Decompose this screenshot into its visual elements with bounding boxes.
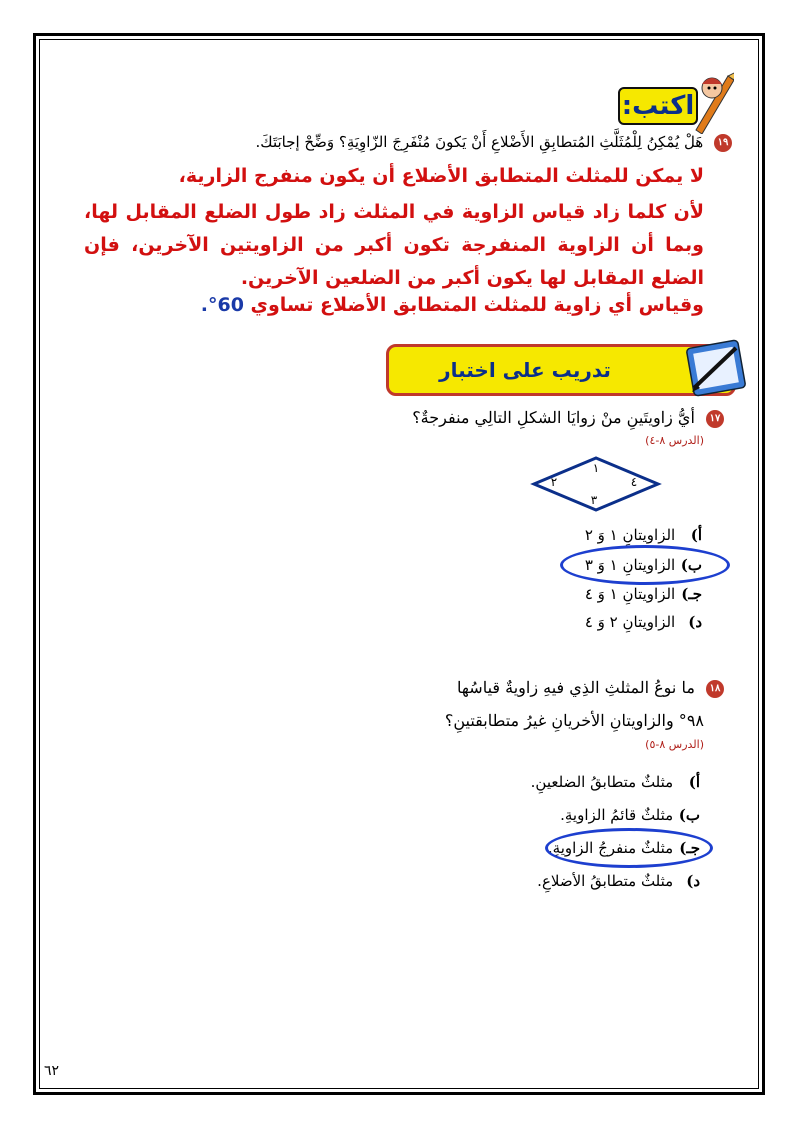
question-19-number: ١٩ — [714, 134, 732, 152]
option-letter: ب) — [678, 806, 700, 824]
lesson-reference-17: (الدرس ٨-٤) — [645, 434, 704, 447]
rhombus-figure — [530, 455, 662, 513]
write-label: اكتب: — [621, 91, 695, 121]
option-text: الزاويتانِ ١ وَ ٣ — [584, 556, 676, 574]
notepad-pen-icon — [684, 336, 750, 398]
page-number: ٦٢ — [44, 1063, 60, 1079]
question-18-line-2: ٩٨° والزاويتانِ الأخريانِ غيرُ متطابقتينِ؟ — [444, 711, 704, 730]
question-17-number: ١٧ — [706, 410, 724, 428]
angle-label-4: ٤ — [630, 475, 638, 489]
answer-final-text: وقياس أي زاوية للمثلث المتطابق الأضلاع تساوي — [250, 294, 704, 316]
option-letter: أ) — [690, 526, 702, 544]
question-18-line-1 — [164, 678, 724, 698]
q17-option-c[interactable] — [585, 585, 702, 603]
option-text: الزاويتانِ ٢ وَ ٤ — [584, 613, 676, 631]
write-header-box — [618, 87, 698, 125]
q18-option-a[interactable] — [531, 773, 700, 791]
angle-label-1: ١ — [592, 461, 600, 475]
answer-circle-q17 — [560, 545, 730, 585]
q17-option-a[interactable] — [585, 526, 702, 544]
option-text: مثلثٌ متطابقُ الأضلاعِ. — [537, 872, 674, 890]
question-17-text: أيُّ زاويتَينِ منْ زوايَا الشكلِ التالِي منفرجةٌ؟ — [412, 408, 695, 427]
q17-option-d[interactable] — [585, 613, 702, 631]
answer-paragraph: لأن كلما زاد قياس الزاوية في المثلث زاد طول الضلع المقابل لها، وبما أن الزاوية المنفرجة تكون أكبر من الزاويتين الآخرين، فإن الضلع المقابل لها يكون أكبر من الضلعين الآخرين. — [84, 201, 704, 289]
q18-option-d[interactable] — [537, 872, 700, 890]
option-letter: د) — [686, 872, 700, 890]
lesson-reference-18: (الدرس ٨-٥) — [645, 738, 704, 751]
answer-line-1: لا يمكن للمثلث المتطابق الأضلاع أن يكون منفرج الزارية، — [178, 165, 704, 187]
option-text: الزاويتانِ ١ وَ ٢ — [584, 526, 676, 544]
question-19-text: هَلْ يُمْكِنُ لِلْمُثَلَّثِ المُتطابِقِ الأَضْلاعِ أَنْ يَكونَ مُنْفَرِجَ الزّاوِيَةِ؟ وَضِّحْ إجابَتَكَ. — [255, 133, 704, 151]
answer-circle-q18 — [545, 828, 713, 868]
question-18-number: ١٨ — [706, 680, 724, 698]
banner-title: تدريب على اختبار — [439, 358, 611, 382]
option-letter: أ) — [688, 773, 700, 791]
option-letter: د) — [688, 613, 702, 631]
option-text: مثلثٌ قائمُ الزاويةِ. — [560, 806, 674, 824]
option-text: مثلثٌ منفرجُ الزاويةِ. — [547, 839, 674, 857]
option-letter: جـ) — [679, 839, 700, 857]
option-letter: ب) — [680, 556, 702, 574]
option-text: مثلثٌ متطابقُ الضلعينِ. — [530, 773, 674, 791]
question-18-text-1: ما نوعُ المثلثِ الذِي فيهِ زاويةٌ قياسُها — [457, 678, 695, 697]
answer-final-value: 60°. — [200, 294, 244, 316]
pencil-character-icon — [690, 68, 734, 134]
question-17 — [164, 408, 724, 428]
angle-label-2: ٢ — [550, 475, 558, 489]
q18-option-b[interactable] — [560, 806, 700, 824]
option-text: الزاويتانِ ١ وَ ٤ — [584, 585, 676, 603]
answer-final — [64, 294, 704, 316]
option-letter: جـ) — [681, 585, 702, 603]
angle-label-3: ٣ — [590, 493, 598, 507]
question-19 — [92, 133, 732, 152]
